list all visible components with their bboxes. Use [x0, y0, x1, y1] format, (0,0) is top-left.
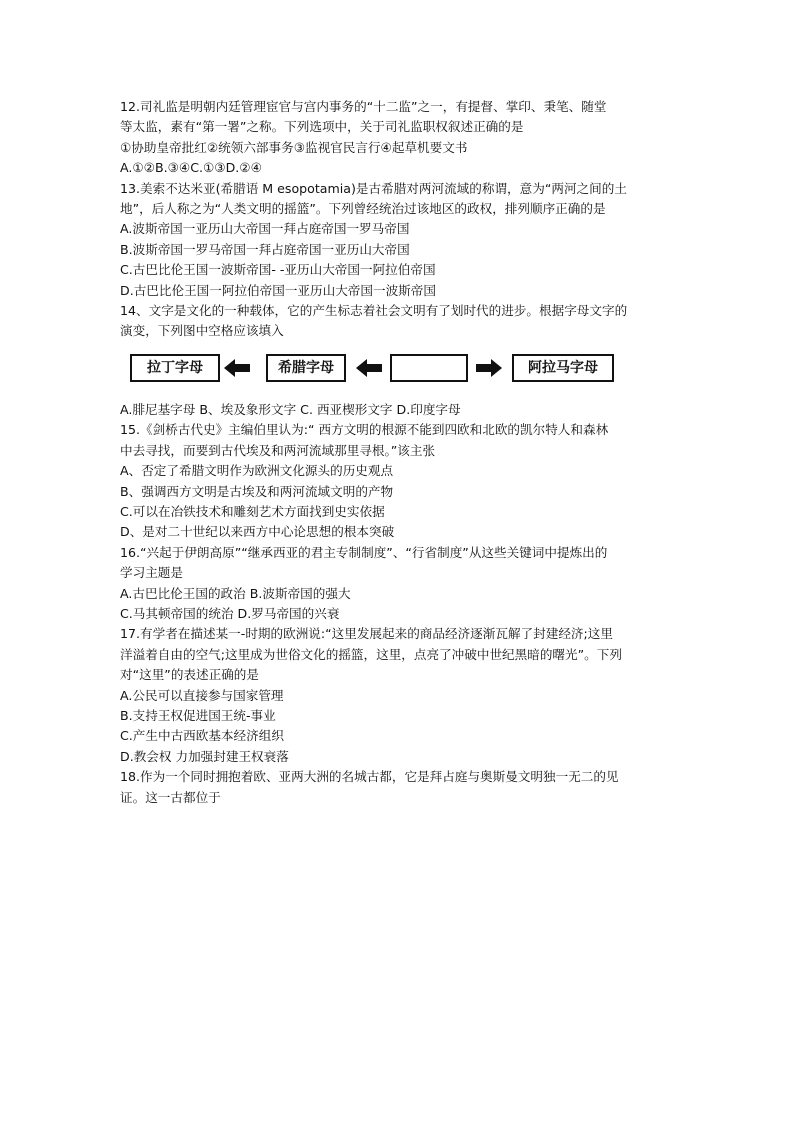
q17-line-1: 17.有学者在描述某一-时期的欧洲说:“这里发展起来的商品经济逐渐瓦解了封建经济;这里	[120, 626, 613, 642]
box-latin-alphabet: 拉丁字母	[130, 354, 220, 382]
arrow-left-icon	[224, 358, 250, 378]
question-16	[120, 543, 680, 625]
q13-line-2: 地”，后人称之为“人类文明的摇篮”。下列曾经统治过该地区的政权，排列顺序正确的是	[120, 201, 606, 217]
question-13	[120, 179, 680, 301]
q14-line-1: 14、文字是文化的一种载体，它的产生标志着社会文明有了划时代的进步。根据字母文字的	[120, 303, 628, 319]
q17-option-d: D.教会权 力加强封建王权衰落	[120, 748, 289, 764]
q16-line-1: 16.“兴起于伊朗高原”“继承西亚的君主专制制度”、“行省制度”从这些关键词中提炼出的	[120, 544, 608, 560]
q12-line-2: 等太监，素有“第一署”之称。下列选项中，关于司礼监职权叙述正确的是	[120, 119, 524, 135]
q13-option-a: A.波斯帝国一亚历山大帝国一拜占庭帝国一罗马帝国	[120, 221, 410, 237]
arrow-right-icon	[476, 358, 502, 378]
question-12	[120, 97, 680, 179]
q12-options: A.①②B.③④C.①③D.②④	[120, 160, 262, 176]
question-18	[120, 767, 680, 808]
q12-line-1: 12.司礼监是明朝内廷管理宦官与宫内事务的“十二监”之一，有提督、掌印、秉笔、随堂	[120, 99, 607, 114]
q17-option-a: A.公民可以直接参与国家管理	[120, 687, 284, 703]
q15-line-2: 中去寻找，而要到古代埃及和两河流域那里寻根。”该主张	[120, 442, 436, 458]
q13-option-d: D.古巴比伦王国一阿拉伯帝国一亚历山大帝国一波斯帝国	[120, 282, 436, 298]
q15-option-d: D、是对二十世纪以来西方中心论思想的根本突破	[120, 524, 395, 540]
box-greek-alphabet: 希腊字母	[266, 354, 346, 382]
q17-option-c: C.产生中古西欧基本经济组织	[120, 728, 284, 744]
q15-option-a: A、否定了希腊文明作为欧洲文化源头的历史观点	[120, 463, 394, 479]
q18-line-1: 18.作为一个同时拥抱着欧、亚两大洲的名城古都，它是拜占庭与奥斯曼文明独一无二的见	[120, 769, 619, 785]
q15-line-1: 15.《剑桥古代史》主编伯里认为:“ 西方文明的根源不能到四欧和北欧的凯尔特人和森林	[120, 422, 609, 438]
q17-option-b: B.支持王权促进国王统-事业	[120, 707, 276, 723]
q12-line-3: ①协助皇帝批红②统领六部事务③监视官民言行④起草机要文书	[120, 139, 468, 155]
q17-line-2: 洋溢着自由的空气;这里成为世俗文化的摇篮，这里，点亮了冲破中世纪黑暗的曙光”。下列	[120, 646, 622, 662]
q16-line-2: 学习主题是	[120, 565, 183, 581]
q17-line-3: 对“这里”的表述正确的是	[120, 667, 259, 683]
q14-line-2: 演变，下列图中空格应该填入	[120, 323, 284, 339]
question-17	[120, 624, 680, 767]
q13-option-c: C.古巴比伦王国一波斯帝国- -亚历山大帝国一阿拉伯帝国	[120, 262, 436, 278]
q15-option-c: C.可以在冶铁技术和雕刻艺术方面找到史实依据	[120, 503, 385, 519]
question-15	[120, 420, 680, 542]
exam-page	[120, 97, 680, 808]
q16-options-cd: C.马其顿帝国的统治 D.罗马帝国的兴衰	[120, 605, 340, 621]
alphabet-evolution-diagram	[120, 348, 680, 396]
box-blank-answer	[390, 354, 468, 382]
q15-option-b: B、强调西方文明是古埃及和两河流域文明的产物	[120, 483, 394, 499]
q13-line-1: 13.美索不达米亚(希腊语 M esopotamia)是古希腊对两河流域的称谓，意为“两河之间的土	[120, 180, 627, 196]
q13-option-b: B.波斯帝国一罗马帝国一拜占庭帝国一亚历山大帝国	[120, 241, 410, 257]
arrow-left-icon	[356, 358, 382, 378]
box-aramaic-alphabet: 阿拉马字母	[512, 354, 614, 382]
q18-line-2: 证。这一古都位于	[120, 789, 221, 805]
question-14	[120, 301, 680, 420]
q16-options-ab: A.古巴比伦王国的政治 B.波斯帝国的强大	[120, 585, 351, 601]
q14-options: A.腓尼基字母 B、埃及象形文字 C. 西亚楔形文字 D.印度字母	[120, 401, 461, 417]
